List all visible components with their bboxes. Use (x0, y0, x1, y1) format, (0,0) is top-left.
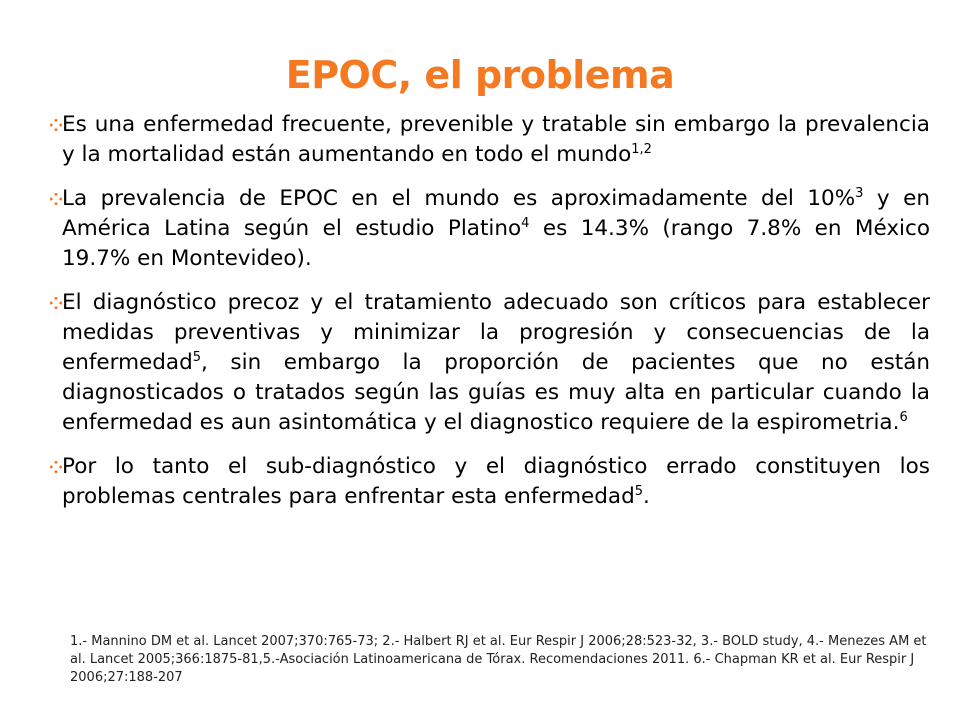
citation-superscript: 1,2 (631, 141, 652, 157)
bullet-text-middle: , sin embargo la proporción de pacientes que no están diagnosticados o tratados según las guías es muy alta en particular cuando la enfermedad es aun asintomática y el diagnostico requiere de la espirometria. (62, 350, 930, 435)
bullet-text (62, 452, 930, 512)
bullet-diamond (50, 301, 53, 305)
bullet-text-tail: es 14.3% (rango 7.8% en México 19.7% en Montevideo). (62, 216, 930, 271)
bullet-item (50, 110, 930, 170)
bullet-diamond (50, 123, 53, 127)
citation-superscript: 3 (855, 185, 864, 201)
bullet-diamond (54, 461, 58, 464)
bullet-diamond (59, 301, 62, 305)
bullet-diamond (54, 202, 58, 205)
bullet-diamond (54, 470, 58, 473)
citation-superscript: 5 (634, 483, 644, 499)
bullet-diamond (59, 465, 62, 469)
citation-superscript: 4 (521, 215, 530, 231)
bullet-text (62, 288, 930, 438)
bullet-item (50, 452, 930, 512)
bullet-text (62, 184, 930, 274)
bullet-diamond (50, 465, 53, 469)
bullet-list (50, 110, 930, 526)
references-footnote: 1.- Mannino DM et al. Lancet 2007;370:765-73; 2.- Halbert RJ et al. Eur Respir J 2006;28:523-32, 3.- BOLD study, 4.- Menezes AM et al. Lancet 2005;366:1875-81,5.-Asociación Latinoamericana de Tórax. Recomendaciones 2011. 6.- Chapman KR et al. Eur Respir J 2006;27:188-207 (70, 634, 927, 685)
citation-superscript: 6 (899, 409, 908, 425)
four-diamond-bullet-icon (50, 461, 62, 473)
bullet-diamond (59, 197, 62, 201)
bullet-diamond (50, 197, 53, 201)
bullet-diamond (59, 123, 62, 127)
bullet-text-main: El diagnóstico precoz y el tratamiento adecuado son críticos para establecer medidas preventivas y minimizar la progresión y consecuencias de la enfermedad (62, 290, 930, 375)
bullet-diamond (54, 119, 58, 122)
bullet-item (50, 288, 930, 438)
four-diamond-bullet-icon (50, 193, 62, 205)
bullet-text-middle: y en América Latina según el estudio Platino (62, 186, 930, 241)
bullet-text (62, 110, 930, 170)
four-diamond-bullet-icon (50, 119, 62, 131)
bullet-diamond (54, 193, 58, 196)
four-diamond-bullet-icon (50, 297, 62, 309)
bullet-text-tail: . (643, 484, 650, 509)
bullet-diamond (54, 128, 58, 131)
citation-superscript: 5 (192, 349, 202, 365)
bullet-diamond (54, 297, 58, 300)
slide-title: EPOC, el problema (285, 53, 675, 97)
bullet-text-main: Por lo tanto el sub-diagnóstico y el diagnóstico errado constituyen los problemas centrales para enfrentar esta enfermedad (62, 454, 930, 509)
bullet-text-main: La prevalencia de EPOC en el mundo es aproximadamente del 10% (62, 186, 856, 211)
bullet-text-main: Es una enfermedad frecuente, prevenible y tratable sin embargo la prevalencia y la mortalidad están aumentando en todo el mundo (62, 112, 930, 167)
bullet-item (50, 184, 930, 274)
bullet-diamond (54, 306, 58, 309)
